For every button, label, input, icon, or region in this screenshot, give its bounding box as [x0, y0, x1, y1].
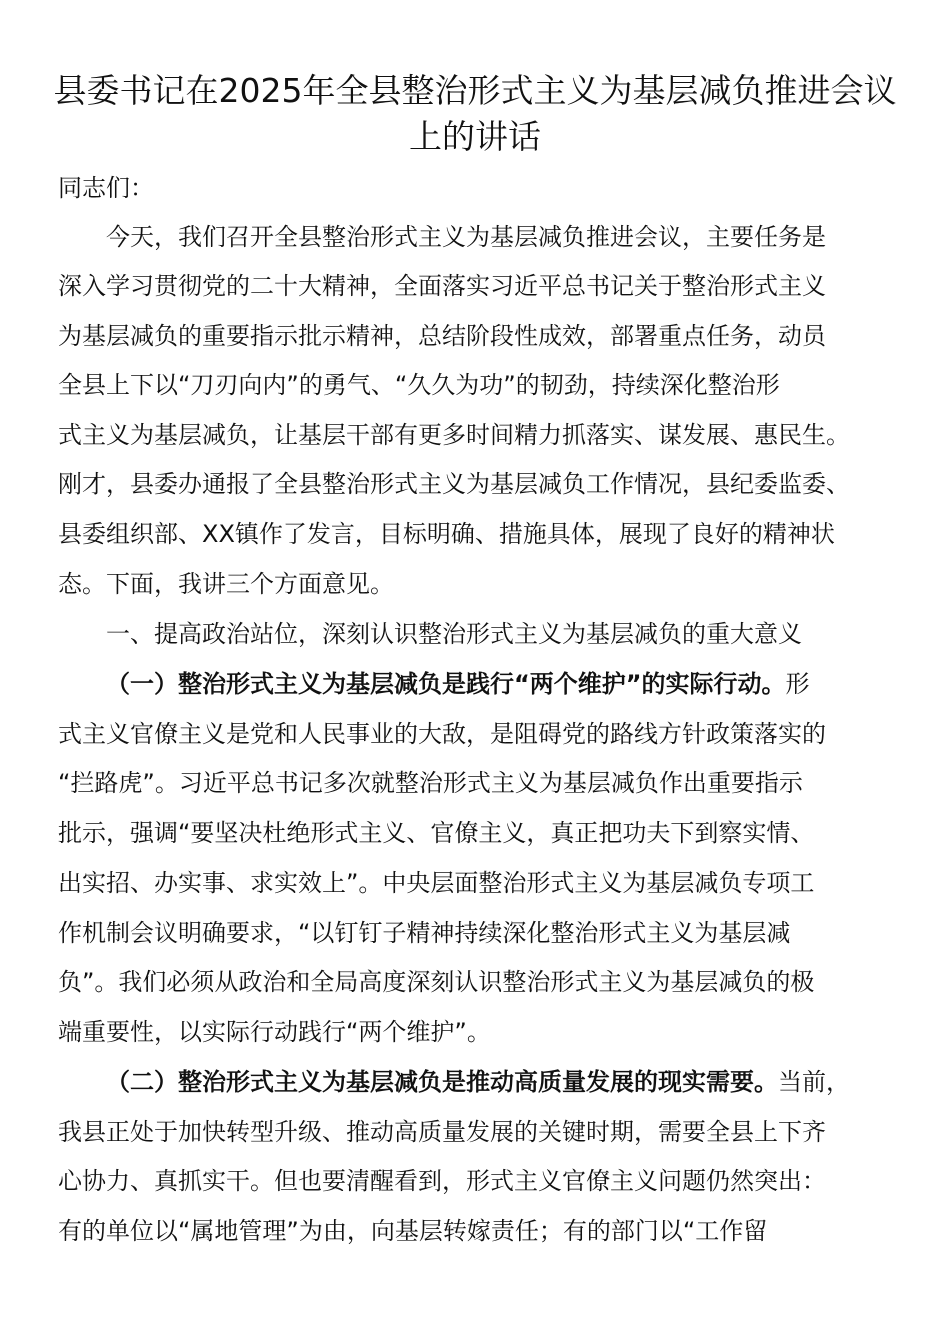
body-line: 批示，强调“要坚决杜绝形式主义、官僚主义，真正把功夫下到察实情、	[58, 819, 815, 847]
salutation: 同志们：	[58, 174, 154, 202]
body-line: 态。下面，我讲三个方面意见。	[58, 570, 394, 598]
body-line: 端重要性，以实际行动践行“两个维护”。	[58, 1018, 491, 1046]
body-line: 负”。我们必须从政治和全局高度深刻认识整治形式主义为基层减负的极	[58, 968, 815, 996]
body-line: 今天，我们召开全县整治形式主义为基层减负推进会议，主要任务是	[106, 223, 826, 251]
body-line: 有的单位以“属地管理”为由，向基层转嫁责任；有的部门以“工作留	[58, 1217, 768, 1245]
body-line: “拦路虎”。习近平总书记多次就整治形式主义为基层减负作出重要指示	[58, 769, 803, 797]
body-line: 县委组织部、XX镇作了发言，目标明确、措施具体，展现了良好的精神状	[58, 520, 835, 548]
body-line: 出实招、办实事、求实效上”。中央层面整治形式主义为基层减负专项工	[58, 869, 815, 897]
body-line: 我县正处于加快转型升级、推动高质量发展的关键时期，需要全县上下齐	[58, 1118, 826, 1146]
body-line: 为基层减负的重要指示批示精神，总结阶段性成效，部署重点任务，动员	[58, 322, 826, 350]
subsection-heading: （二）整治形式主义为基层减负是推动高质量发展的现实需要。	[106, 1068, 778, 1096]
section-heading: 一、提高政治站位，深刻认识整治形式主义为基层减负的重大意义	[106, 620, 802, 648]
subsection-line: （二）整治形式主义为基层减负是推动高质量发展的现实需要。当前，	[106, 1068, 850, 1096]
body-line: 式主义官僚主义是党和人民事业的大敌，是阻碍党的路线方针政策落实的	[58, 720, 826, 748]
body-line: 深入学习贯彻党的二十大精神，全面落实习近平总书记关于整治形式主义	[58, 272, 826, 300]
speech-title: 县委书记在2025年全县整治形式主义为基层减负推进会议上的讲话	[53, 71, 897, 156]
subsection-line: （一）整治形式主义为基层减负是践行“两个维护”的实际行动。形	[106, 670, 810, 698]
body-line: 刚才，县委办通报了全县整治形式主义为基层减负工作情况，县纪委监委、	[58, 470, 850, 498]
subsection-heading: （一）整治形式主义为基层减负是践行“两个维护”的实际行动。	[106, 670, 786, 698]
body-line: 式主义为基层减负，让基层干部有更多时间精力抓落实、谋发展、惠民生。	[58, 421, 850, 449]
body-line: 全县上下以“刀刃向内”的勇气、“久久为功”的韧劲，持续深化整治形	[58, 371, 780, 399]
body-line: 心协力、真抓实干。但也要清醒看到，形式主义官僚主义问题仍然突出：	[58, 1167, 826, 1195]
body-line: 作机制会议明确要求，“以钉钉子精神持续深化整治形式主义为基层减	[58, 919, 791, 947]
